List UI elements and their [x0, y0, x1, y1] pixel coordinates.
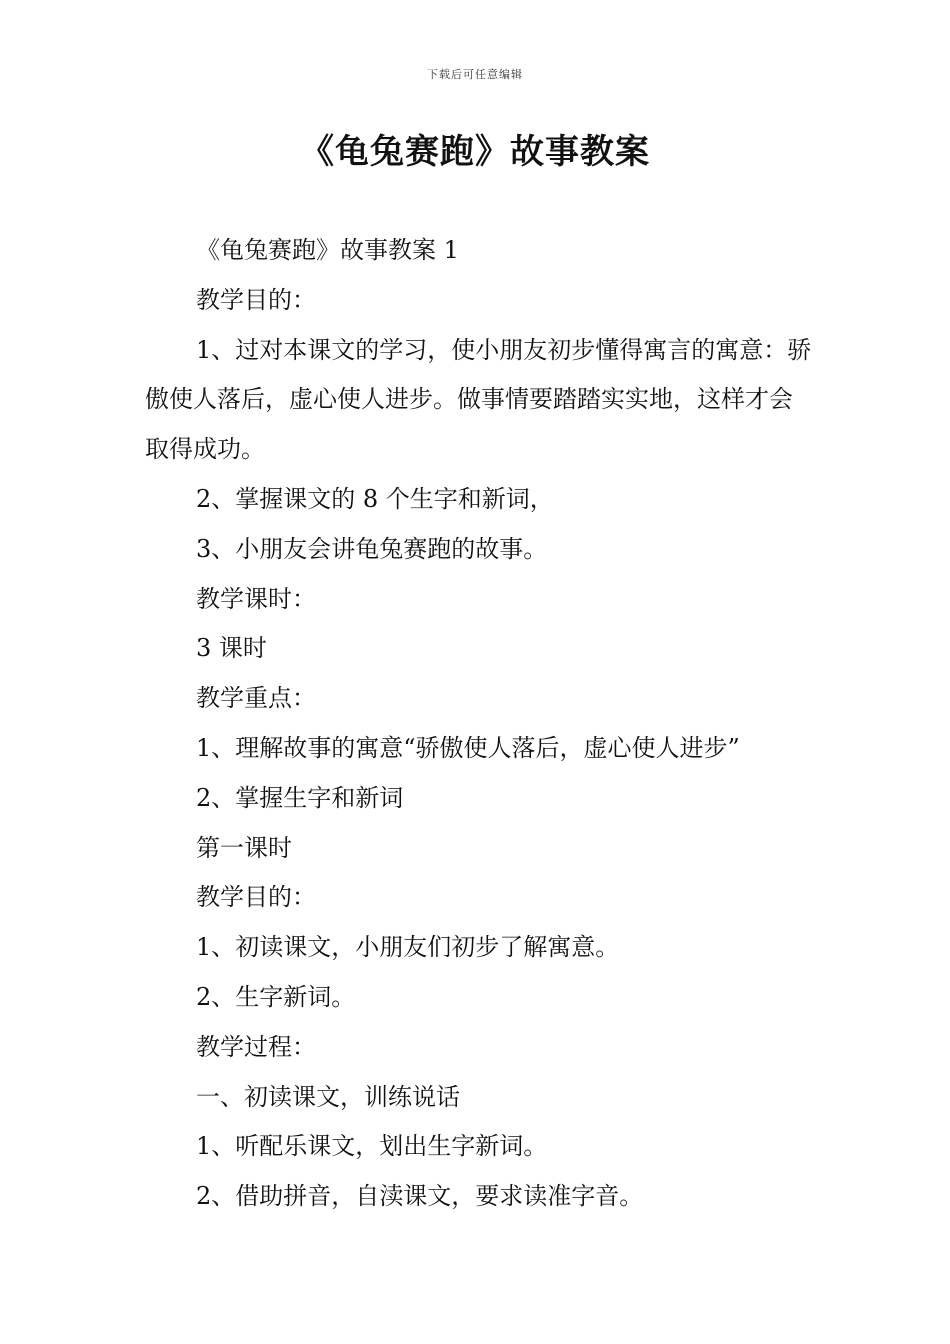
- paragraph: 2、借助拼音，自渎课文，要求读准字音。: [196, 1182, 644, 1211]
- paragraph: 第一课时: [196, 833, 292, 862]
- paragraph: 2、掌握课文的 8 个生字和新词，: [196, 484, 554, 513]
- paragraph: 教学过程：: [196, 1032, 316, 1061]
- paragraph: 教学目的：: [196, 285, 316, 314]
- document-title: 《龟兔赛跑》故事教案: [300, 132, 650, 172]
- paragraph: 一、初读课文，训练说话: [196, 1082, 460, 1111]
- paragraph: 《龟兔赛跑》故事教案 1: [196, 236, 459, 264]
- paragraph: 1、初读课文，小朋友们初步了解寓意。: [196, 933, 620, 962]
- paragraph: 3 课时: [196, 634, 267, 663]
- paragraph: 1、过对本课文的学习，使小朋友初步懂得寓言的寓意：骄傲使人落后，虚心使人进步。做事情要踏踏实实地，这样才会取得成功。: [145, 335, 812, 464]
- header-note: 下载后可任意编辑: [427, 68, 523, 81]
- paragraph: 1、理解故事的寓意“骄傲使人落后，虚心使人进步”: [196, 733, 740, 762]
- paragraph: 3、小朋友会讲龟兔赛跑的故事。: [196, 534, 548, 563]
- paragraph: 2、掌握生字和新词: [196, 783, 404, 812]
- paragraph: 教学目的：: [196, 883, 316, 912]
- paragraph: 2、生字新词。: [196, 982, 356, 1011]
- document-body: [145, 226, 815, 1222]
- paragraph: 教学重点：: [196, 684, 316, 713]
- paragraph: 1、听配乐课文，划出生字新词。: [196, 1132, 548, 1161]
- paragraph: 教学课时：: [196, 584, 316, 613]
